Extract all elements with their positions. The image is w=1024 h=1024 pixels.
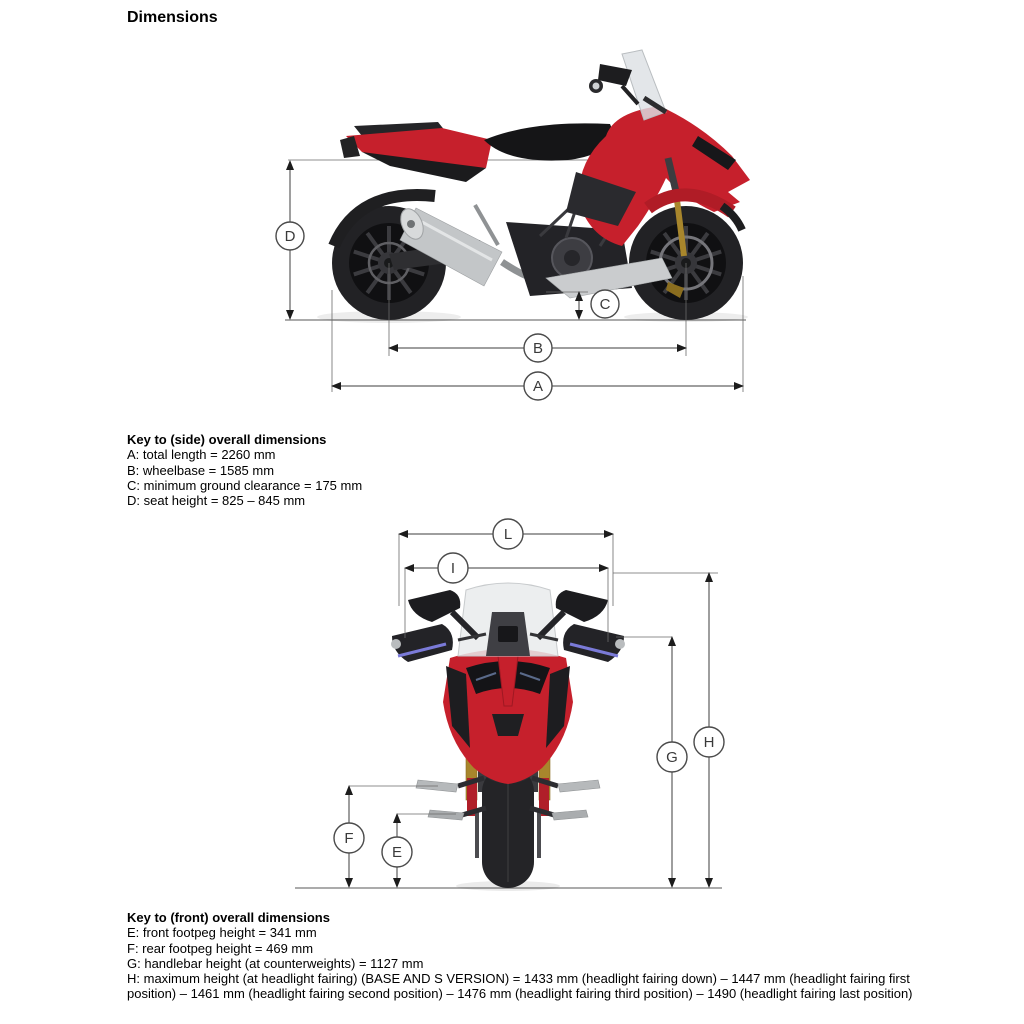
- exhaust-tip: [407, 220, 415, 228]
- front-key-heading: Key to (front) overall dimensions: [127, 910, 330, 925]
- dim-label-I: I: [450, 560, 456, 577]
- motorcycle-front-view: [391, 583, 625, 888]
- side-dimensions-key: [127, 432, 727, 508]
- aux-light-lens: [593, 83, 600, 90]
- dim-label-B: B: [532, 340, 544, 357]
- clutch-center: [564, 250, 580, 266]
- mirror-right: [556, 590, 608, 622]
- dim-label-G: G: [666, 749, 678, 766]
- bar-end-right: [615, 639, 625, 649]
- front-key-item-E: E: front footpeg height = 341 mm: [127, 925, 317, 941]
- rear-footpeg-right: [558, 780, 600, 792]
- front-key-item-H: H: maximum height (at headlight fairing) (BASE AND S VERSION) = 1433 mm (headlight fairing down) – 1447 mm (headlight fairing first position) – 1461 mm (headlight fairing second position) – 1476 mm (headlight fairing third position) – 1490 (headlight fairing last position): [127, 971, 913, 1002]
- brake-disc-right: [537, 810, 541, 858]
- dim-label-F: F: [344, 830, 354, 847]
- front-view-figure: [280, 510, 730, 910]
- side-view-figure: [270, 40, 770, 405]
- brake-disc-left: [475, 810, 479, 858]
- dim-label-E: E: [391, 844, 403, 861]
- dim-label-L: L: [503, 526, 513, 543]
- instrument-cluster: [498, 626, 518, 642]
- mirror-left: [408, 590, 460, 622]
- bar-end-left: [391, 639, 401, 649]
- motorcycle-side-view: [332, 50, 750, 320]
- front-key-item-G: G: handlebar height (at counterweights) = 1127 mm: [127, 955, 424, 971]
- front-footpeg-right: [552, 810, 588, 820]
- dim-label-C: C: [599, 296, 611, 313]
- rear-shock: [475, 205, 498, 245]
- side-key-item-D: D: seat height = 825 – 845 mm: [127, 493, 306, 509]
- side-key-item-A: A: total length = 2260 mm: [127, 447, 276, 463]
- front-key-item-F: F: rear footpeg height = 469 mm: [127, 940, 314, 956]
- side-key-heading: Key to (side) overall dimensions: [127, 432, 327, 447]
- side-key-item-C: C: minimum ground clearance = 175 mm: [127, 477, 363, 493]
- side-key-item-B: B: wheelbase = 1585 mm: [127, 462, 275, 478]
- page-title: Dimensions: [127, 9, 218, 26]
- front-footpeg-left: [428, 810, 464, 820]
- dim-label-H: H: [703, 734, 715, 751]
- dim-label-A: A: [532, 378, 544, 395]
- front-dimensions-key: [127, 910, 919, 1002]
- dim-label-D: D: [284, 228, 296, 245]
